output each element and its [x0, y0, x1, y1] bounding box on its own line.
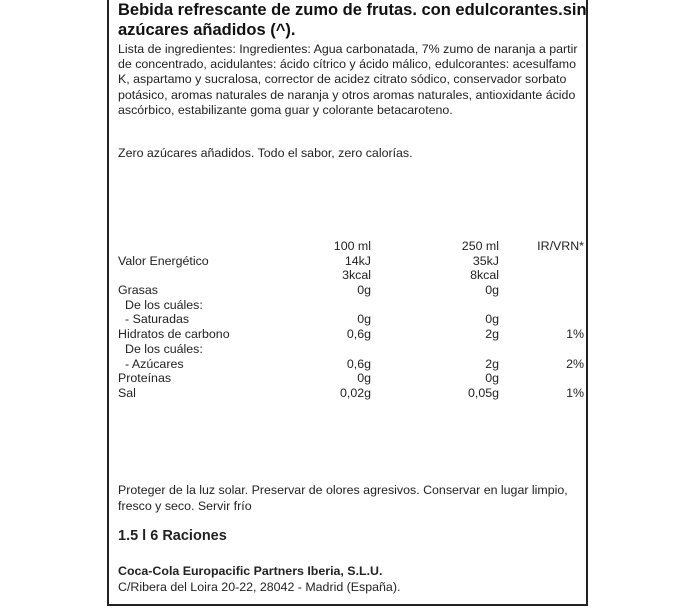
company-name: Coca-Cola Europacific Partners Iberia, S.L.U.	[118, 564, 383, 578]
value-per-100: 0,6g	[346, 327, 371, 342]
value-per-100: 14kJ	[344, 253, 371, 268]
nutrition-row	[118, 312, 584, 327]
value-per-100: 0g	[357, 371, 371, 386]
nutrition-row	[118, 298, 584, 313]
product-title: Bebida refrescante de zumo de frutas. con edulcorantes.sin azúcares añadidos (^).	[118, 1, 587, 39]
nutrition-row	[118, 342, 584, 357]
nutrient-name: Valor Energético	[118, 253, 209, 268]
nutrient-name: De los cuáles:	[125, 297, 203, 312]
nutrition-table	[118, 239, 584, 401]
value-per-250: 0g	[485, 371, 499, 386]
header-per-100: 100 ml	[333, 239, 371, 253]
company-address: C/Ribera del Loira 20-22, 28042 - Madrid (España).	[118, 580, 401, 594]
nutrition-row	[118, 371, 584, 386]
header-per-250: 250 ml	[461, 239, 499, 253]
value-ir: 2%	[566, 356, 584, 371]
nutrition-row	[118, 327, 584, 342]
ingredients-list: Lista de ingredientes: Ingredientes: Agua carbonatada, 7% zumo de naranja a partir de concentrado, acidulantes: ácido cítrico y ácido málico, edulcorantes: acesulfamo K, aspartamo y sucralosa, corrector de acidez citrato sódico, conservador sorbato potásico, aromas naturales de naranja y otros aromas naturales, antioxidante ácido ascórbico, estabilizante goma guar y colorante betacaroteno.	[118, 42, 578, 117]
nutrient-name: Proteínas	[118, 371, 172, 386]
nutrient-name: - Azúcares	[125, 356, 184, 371]
nutrition-header-row	[118, 239, 584, 254]
header-ir: IR/VRN*	[537, 239, 584, 253]
value-per-250: 2g	[485, 356, 499, 371]
value-per-100: 0g	[357, 312, 371, 327]
nutrient-name: Hidratos de carbono	[118, 327, 230, 342]
nutrient-name: Sal	[118, 385, 136, 400]
nutrition-row	[118, 357, 584, 372]
product-claim: Zero azúcares añadidos. Todo el sabor, zero calorías.	[118, 146, 413, 160]
value-per-100: 0g	[357, 283, 371, 298]
value-per-250: 0g	[485, 312, 499, 327]
value-per-250: 2g	[485, 327, 499, 342]
value-per-100: 3kcal	[342, 268, 371, 283]
nutrition-row	[118, 268, 584, 283]
nutrition-row	[118, 283, 584, 298]
product-label	[107, 0, 588, 606]
value-per-100: 0,02g	[339, 385, 371, 400]
value-per-250: 0g	[485, 283, 499, 298]
nutrient-name: - Saturadas	[125, 312, 190, 327]
value-ir: 1%	[566, 327, 584, 342]
nutrition-row	[118, 386, 584, 401]
nutrient-name: Grasas	[118, 283, 158, 298]
nutrition-row	[118, 254, 584, 269]
storage-instructions: Proteger de la luz solar. Preservar de olores agresivos. Conservar en lugar limpio, fresco y seco. Servir frío	[118, 483, 568, 513]
value-per-250: 35kJ	[472, 253, 499, 268]
nutrient-name: De los cuáles:	[125, 341, 203, 356]
portion-info: 1.5 l 6 Raciones	[118, 528, 227, 544]
value-ir: 1%	[566, 385, 584, 400]
value-per-250: 8kcal	[470, 268, 499, 283]
value-per-250: 0,05g	[467, 385, 499, 400]
value-per-100: 0,6g	[346, 356, 371, 371]
